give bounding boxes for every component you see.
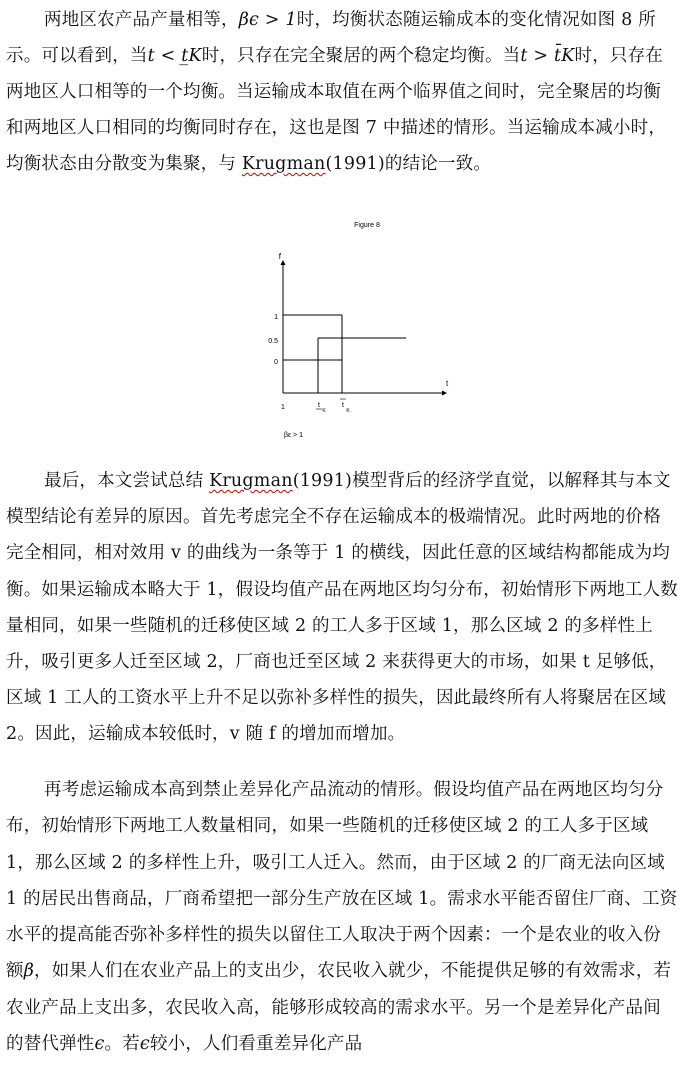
xtick-t-lower: t [318,402,320,409]
math-eps-2: ϵ [139,1034,150,1055]
ytick-0: 0 [274,359,278,366]
figure-title: Figure 8 [354,222,380,229]
y-axis-arrow [281,260,286,265]
x-axis-arrow [442,391,447,396]
ytick-0-5: 0.5 [268,338,278,345]
math-beta: β [23,961,35,982]
paragraph-2: 最后，本文尝试总结 Krugman(1991)模型背后的经济学直觉，以解释其与本文模型结论有差异的原因。首先考虑完全不存在运输成本的极端情况。此时两地的价格完全相同，相对效用 v 的曲线为一条等于 1 的横线，因此任意的区域结构都能成为均衡。如果运输成本略大于 1，假设均值产品在两地区均匀分布，初始情形下两地工人数量相同，如果一些随机的迁移使区域 2 的工人多于区域 1，那么区域 2 的多样性上升，吸引更多人迁至区域 2，厂商也迁至区域 2 来获得更大的市场，如果 t 足够低，区域 1 工人的工资水平上升不足以弥补多样性的损失，因此最终所有人将聚居在区域 2。因此，运输成本较低时，v 随 f 的增加而增加。 [6,471,678,745]
figure-8 [230,215,470,455]
math-beta-eps: βϵ > 1 [238,10,297,30]
xtick-t-upper-sub: K [346,408,350,414]
paragraph-1: 两地区农产品产量相等，βϵ > 1时，均衡状态随运输成本的变化情况如图 8 所示。可以看到，当t < t̲K时，只存在完全聚居的两个稳定均衡。当t > t̄K时，只存在两地区人口相等的一个均衡。当运输成本取值在两个临界值之间时，完全聚居的均衡和两地区人口相同的均衡同时存在，这也是图 7 中描述的情形。当运输成本减小时，均衡状态由分散变为集聚，与 Krugman(1991)的结论一致。 [6,10,667,174]
x-axis-label: t [446,379,449,388]
math-t-lower: t < t̲K [147,46,202,66]
xtick-1: 1 [281,404,285,411]
y-axis-label: f [278,252,281,261]
figure-caption: βε > 1 [284,432,304,439]
krugman-word-2: Krugman [209,471,293,491]
xtick-t-lower-sub: K [322,408,326,414]
math-t-upper: t > t̄K [520,46,575,66]
math-eps-1: ϵ [94,1034,105,1055]
paragraph-3: 再考虑运输成本高到禁止差异化产品流动的情形。假设均值产品在两地区均匀分布，初始情形下两地工人数量相同，如果一些随机的迁移使区域 2 的工人多于区域 1，那么区域 2 的多样性上升，吸引工人迁入。然而，由于区域 2 的厂商无法向区域 1 的居民出售商品，厂商希望把一部分生产放在区域 1。需求水平能否留住厂商、工资水平的提高能否弥补多样性的损失以留住工人取决于两个因素：一个是农业的收入份额β，如果人们在农业产品上的支出少，农民收入就少，不能提供足够的有效需求，若农业产品上支出多，农民收入高，能够形成较高的需求水平。另一个是差异化产品间的替代弹性ϵ。若ϵ较小，人们看重差异化产品 [6,780,678,1055]
xtick-t-upper: t [342,402,344,409]
krugman-word: Krugman [241,154,326,174]
ytick-1: 1 [274,314,278,321]
